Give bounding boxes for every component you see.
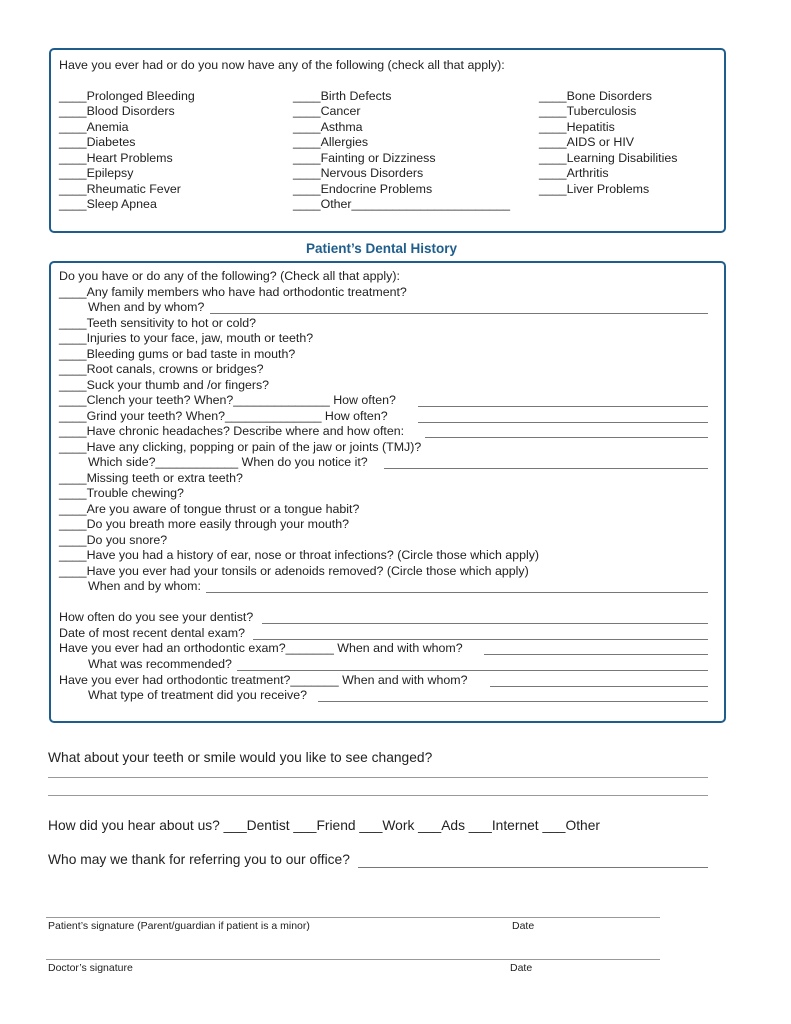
doctor-signature-label: Doctor’s signature [48, 962, 133, 974]
dental-line[interactable]: ____Trouble chewing? [59, 486, 184, 500]
patient-signature-label: Patient’s signature (Parent/guardian if patient is a minor) [48, 920, 310, 932]
dental-line[interactable]: ____Do you snore? [59, 533, 168, 547]
referral-source-question[interactable]: How did you hear about us? ___Dentist ___Friend ___Work ___Ads ___Internet ___Other [48, 818, 600, 833]
doctor-signature-line[interactable] [46, 959, 660, 960]
smile-answer-line[interactable] [48, 777, 708, 778]
condition-checkbox-item[interactable]: ____Tuberculosis [539, 104, 637, 118]
condition-checkbox-item[interactable]: ____AIDS or HIV [539, 135, 635, 149]
answer-line[interactable] [425, 437, 708, 438]
condition-checkbox-item[interactable]: ____Fainting or Dizziness [293, 151, 436, 165]
answer-line[interactable] [384, 468, 708, 469]
referral-answer-line[interactable] [358, 867, 708, 868]
dental-line[interactable]: ____Do you breath more easily through your mouth? [59, 517, 349, 531]
dental-line: How often do you see your dentist? [59, 610, 254, 624]
dental-line: When and by whom: [88, 579, 201, 593]
smile-question: What about your teeth or smile would you like to see changed? [48, 750, 433, 765]
dental-line: Have you ever had orthodontic treatment?_______ When and with whom? [59, 673, 468, 687]
dental-line: Have you ever had an orthodontic exam?_______ When and with whom? [59, 641, 463, 655]
condition-checkbox-item[interactable]: ____Hepatitis [539, 120, 615, 134]
dental-line: What was recommended? [88, 657, 232, 671]
patient-signature-line[interactable] [46, 917, 660, 918]
answer-line[interactable] [418, 406, 708, 407]
condition-checkbox-item[interactable]: ____Nervous Disorders [293, 166, 424, 180]
dental-line[interactable]: ____Teeth sensitivity to hot or cold? [59, 316, 256, 330]
dental-line[interactable]: ____Root canals, crowns or bridges? [59, 362, 264, 376]
condition-checkbox-item[interactable]: ____Anemia [59, 120, 129, 134]
patient-date-label: Date [512, 920, 535, 932]
dental-line[interactable]: ____Are you aware of tongue thrust or a tongue habit? [59, 502, 360, 516]
dental-line[interactable]: ____Suck your thumb and /or fingers? [59, 378, 270, 392]
answer-line[interactable] [237, 670, 708, 671]
dental-history-heading: Patient’s Dental History [306, 241, 458, 256]
dental-line: Which side?____________ When do you notice it? [88, 455, 368, 469]
condition-checkbox-item[interactable]: ____Endocrine Problems [293, 182, 433, 196]
dental-line: Date of most recent dental exam? [59, 626, 245, 640]
dental-line[interactable]: ____Grind your teeth? When?______________ How often? [59, 409, 388, 423]
condition-checkbox-item[interactable]: ____Arthritis [539, 166, 609, 180]
answer-line[interactable] [210, 313, 708, 314]
dental-line: What type of treatment did you receive? [88, 688, 308, 702]
dental-line[interactable]: ____Any family members who have had orthodontic treatment? [59, 285, 407, 299]
dental-history-intro: Do you have or do any of the following? (Check all that apply): [59, 269, 400, 283]
answer-line[interactable] [418, 422, 708, 423]
referral-thanks-question: Who may we thank for referring you to our office? [48, 852, 350, 867]
condition-checkbox-item[interactable]: ____Sleep Apnea [59, 197, 157, 211]
doctor-date-label: Date [510, 962, 533, 974]
condition-checkbox-item[interactable]: ____Diabetes [59, 135, 136, 149]
answer-line[interactable] [262, 623, 708, 624]
dental-line[interactable]: ____Clench your teeth? When?______________ How often? [59, 393, 396, 407]
dental-line[interactable]: ____Have you had a history of ear, nose or throat infections? (Circle those which apply) [59, 548, 540, 562]
condition-checkbox-item[interactable]: ____Cancer [293, 104, 361, 118]
condition-checkbox-item[interactable]: ____Allergies [293, 135, 369, 149]
dental-line[interactable]: ____Have chronic headaches? Describe where and how often: [59, 424, 405, 438]
answer-line[interactable] [318, 701, 708, 702]
condition-checkbox-item[interactable]: ____Blood Disorders [59, 104, 175, 118]
smile-answer-line[interactable] [48, 795, 708, 796]
condition-checkbox-item[interactable]: ____Liver Problems [539, 182, 650, 196]
condition-checkbox-item[interactable]: ____Epilepsy [59, 166, 134, 180]
answer-line[interactable] [484, 654, 708, 655]
condition-checkbox-item[interactable]: ____Prolonged Bleeding [59, 89, 195, 103]
dental-line[interactable]: ____Missing teeth or extra teeth? [59, 471, 243, 485]
answer-line[interactable] [490, 686, 708, 687]
condition-checkbox-item[interactable]: ____Rheumatic Fever [59, 182, 181, 196]
answer-line[interactable] [253, 639, 708, 640]
condition-checkbox-item[interactable]: ____Birth Defects [293, 89, 392, 103]
condition-checkbox-item[interactable]: ____Heart Problems [59, 151, 173, 165]
dental-line[interactable]: ____Bleeding gums or bad taste in mouth? [59, 347, 296, 361]
condition-checkbox-item[interactable]: ____Asthma [293, 120, 363, 134]
dental-line[interactable]: ____Have you ever had your tonsils or adenoids removed? (Circle those which apply) [59, 564, 529, 578]
dental-line: When and by whom? [88, 300, 205, 314]
dental-line[interactable]: ____Have any clicking, popping or pain of the jaw or joints (TMJ)? [59, 440, 422, 454]
answer-line[interactable] [206, 592, 708, 593]
condition-checkbox-item[interactable]: ____Other_______________________ [293, 197, 511, 211]
dental-line[interactable]: ____Injuries to your face, jaw, mouth or teeth? [59, 331, 314, 345]
condition-checkbox-item[interactable]: ____Learning Disabilities [539, 151, 678, 165]
conditions-intro: Have you ever had or do you now have any of the following (check all that apply): [59, 58, 505, 72]
condition-checkbox-item[interactable]: ____Bone Disorders [539, 89, 652, 103]
